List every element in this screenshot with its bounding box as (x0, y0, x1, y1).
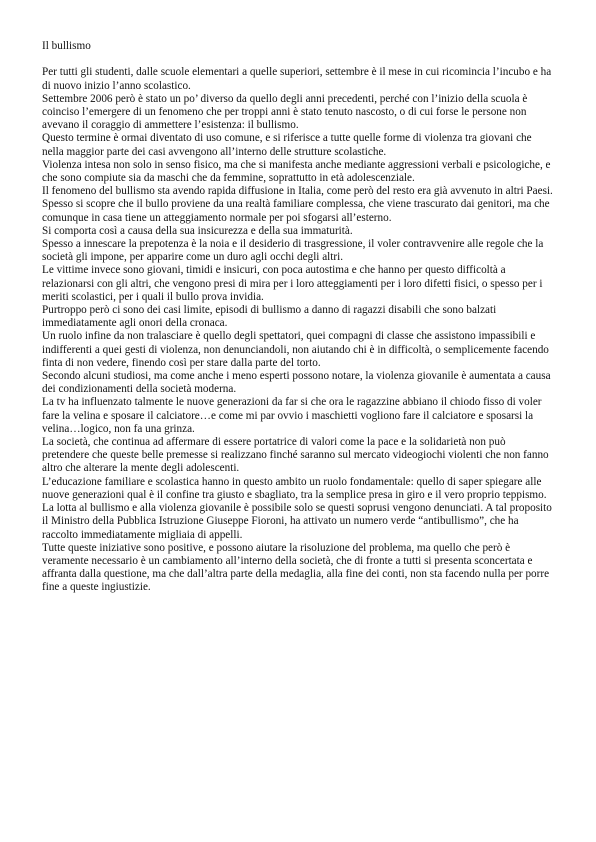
paragraph-2: Settembre 2006 però è stato un po’ diverso da quello degli anni precedenti, perché con l’inizio della scuola è coinciso l’emergere di un fenomeno che per troppi anni è stato tenuto nascosto, o di cui forse le persone non avevano il coraggio di ammettere l’esistenza: il bullismo. (42, 92, 528, 132)
document-title: Il bullismo (42, 40, 91, 52)
document-body (42, 40, 554, 595)
paragraph-15: L’educazione familiare e scolastica hanno in questo ambito un ruolo fondamentale: quello di saper spiegare alle nuove generazioni qual è il confine tra giusto e sbagliato, tra la semplice presa in giro e il vero proprio teppismo. (42, 475, 547, 501)
paragraph-4: Violenza intesa non solo in senso fisico, ma che si manifesta anche mediante aggressioni verbali e psicologiche, e che sono compiute sia da maschi che da femmine, soprattutto in età adolescenziale. (42, 158, 551, 185)
paragraph-6: Spesso si scopre che il bullo proviene da una realtà familiare complessa, che viene trascurato dai genitori, ma che comunque in casa tiene un atteggiamento normale per poi sfogarsi all’esterno. (42, 198, 550, 224)
paragraph-7: Si comporta così a causa della sua insicurezza e della sua immaturità. (42, 224, 353, 237)
paragraph-1: Per tutti gli studenti, dalle scuole elementari a quelle superiori, settembre è il mese in cui ricomincia l’incubo e ha di nuovo inizio l’anno scolastico. (42, 66, 552, 92)
paragraph-13: La tv ha influenzato talmente le nuove generazioni da far si che ora le ragazzine abbiano il chiodo fisso di voler fare la velina e sposare il calciatore…e come mi par ovvio i maschietti vogliono fare il calciatore e sposarsi la velina…logico, non fa una grinza. (42, 396, 542, 435)
paragraph-10: Purtroppo però ci sono dei casi limite, episodi di bullismo a danno di ragazzi disabili che sono balzati immediatamente agli onori della cronaca. (42, 304, 497, 330)
paragraph-8: Spesso a innescare la prepotenza è la noia e il desiderio di trasgressione, il voler contravvenire alle regole che la società gli impone, per apparire come un duro agli occhi degli altri. (42, 238, 544, 264)
paragraph-16: La lotta al bullismo e alla violenza giovanile è possibile solo se questi soprusi vengono denunciati. A tal proposito il Ministro della Pubblica Istruzione Giuseppe Fioroni, ha attivato un numero verde “antibullismo”, che ha raccolto immediatamente migliaia di appelli. (42, 502, 552, 541)
paragraph-9: Le vittime invece sono giovani, timidi e insicuri, con poca autostima e che hanno per questo difficoltà a relazionarsi con gli altri, che vengono presi di mira per i loro atteggiamenti per i loro difetti fisici, o spesso per i meriti scolastici, per i quali il bullo prova invidia. (42, 264, 543, 303)
paragraph-11: Un ruolo infine da non tralasciare è quello degli spettatori, quei compagni di classe che assistono impassibili e indifferenti a quei gesti di violenza, non denunciandoli, non aiutando chi è in difficoltà, o semplicemente facendo finta di non vedere, finendo così per stare dalla parte del torto. (42, 330, 549, 369)
paragraph-17: Tutte queste iniziative sono positive, e possono aiutare la risoluzione del problema, ma quello che però è veramente necessario è un cambiamento all’interno della società, che di fronte a tutti si presenta sconcertata e affranta dalla questione, ma che dall’altra parte della medaglia, alla fine dei conti, non sta facendo nulla per porre fine a queste ingiustizie. (42, 541, 550, 594)
paragraph-5: Il fenomeno del bullismo sta avendo rapida diffusione in Italia, come però del resto era già avvenuto in altri Paesi. (42, 185, 553, 198)
paragraph-12: Secondo alcuni studiosi, ma come anche i meno esperti possono notare, la violenza giovanile è aumentata a causa dei condizionamenti della società moderna. (42, 370, 551, 396)
paragraph-3: Questo termine è ormai diventato di uso comune, e si riferisce a tutte quelle forme di violenza tra giovani che nella maggior parte dei casi avvengono all’interno delle strutture scolastiche. (42, 132, 532, 158)
paragraph-14: La società, che continua ad affermare di essere portatrice di valori come la pace e la solidarietà non può pretendere che queste belle premesse si realizzano finché saranno sul mercato videogiochi violenti che non fanno altro che alterare la mente degli adolescenti. (42, 436, 549, 475)
